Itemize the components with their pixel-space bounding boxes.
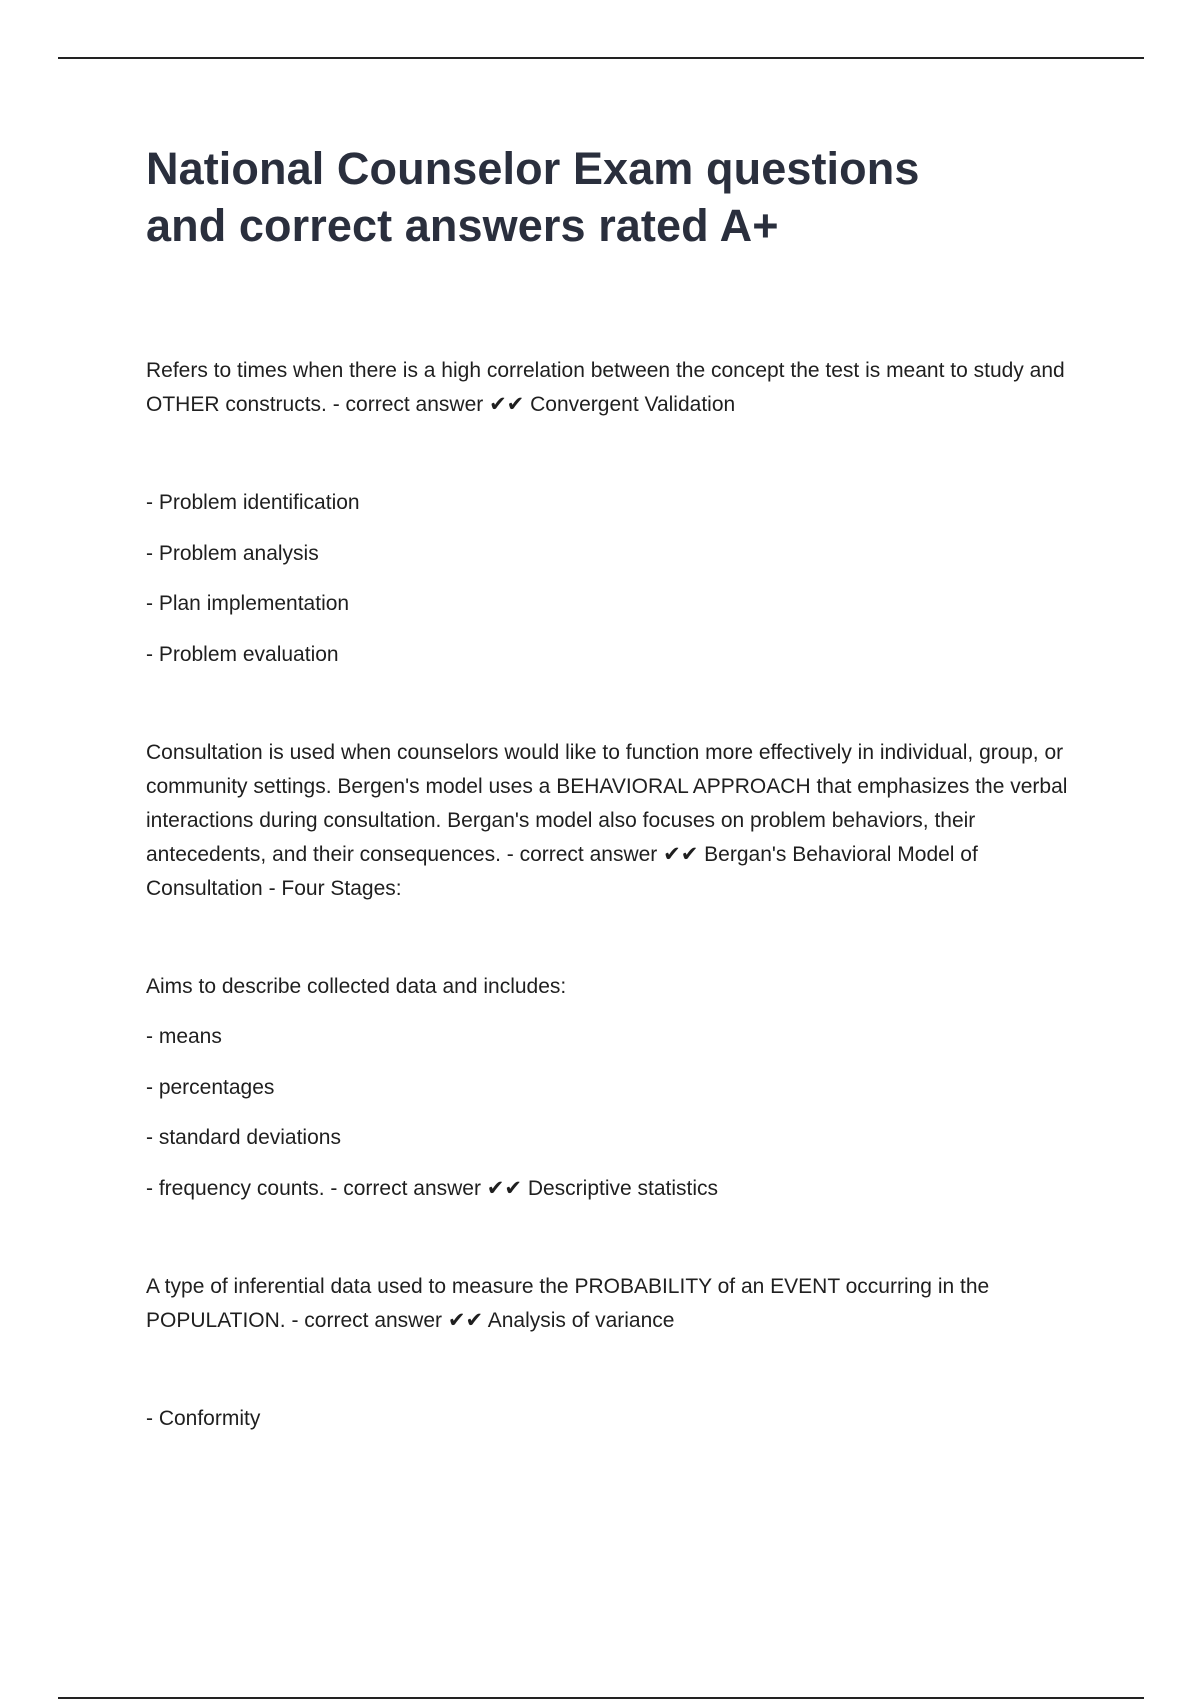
title-line-1: National Counselor Exam questions: [146, 143, 920, 194]
list-item: - frequency counts. - correct answer ✔✔ Descriptive statistics: [146, 1176, 719, 1200]
question-4-intro: Aims to describe collected data and includes:: [146, 974, 567, 998]
question-2-list: [146, 486, 1086, 672]
question-4-block: [146, 970, 1086, 1206]
list-item: - standard deviations: [146, 1126, 341, 1149]
title-line-2: and correct answers rated A+: [146, 200, 779, 251]
question-6-list: [146, 1402, 1086, 1436]
list-item: - Conformity: [146, 1406, 261, 1430]
bottom-rule: [58, 1697, 1144, 1699]
document-title: [146, 140, 1086, 254]
list-item: - Problem identification: [146, 491, 360, 514]
top-rule: [58, 57, 1144, 59]
document-body: [146, 140, 1086, 1436]
list-item: - percentages: [146, 1075, 275, 1099]
list-item: - Plan implementation: [146, 592, 350, 615]
question-1-text: Refers to times when there is a high correlation between the concept the test is meant to study and OTHER constructs. - correct answer ✔✔ Convergent Validation: [146, 359, 1065, 416]
list-item: - means: [146, 1025, 222, 1048]
question-5-text: A type of inferential data used to measure the PROBABILITY of an EVENT occurring in the POPULATION. - correct answer ✔✔ Analysis of variance: [146, 1274, 990, 1332]
question-3-text: Consultation is used when counselors would like to function more effectively in individual, group, or community settings. Bergen's model uses a BEHAVIORAL APPROACH that emphasizes the verbal interactions during consultation. Bergan's model also focuses on problem behaviors, their antecedents, and their consequences. - correct answer ✔✔ Bergan's Behavioral Model of Consultation - Four Stages:: [146, 740, 1068, 900]
list-item: - Problem analysis: [146, 541, 319, 565]
list-item: - Problem evaluation: [146, 642, 339, 666]
